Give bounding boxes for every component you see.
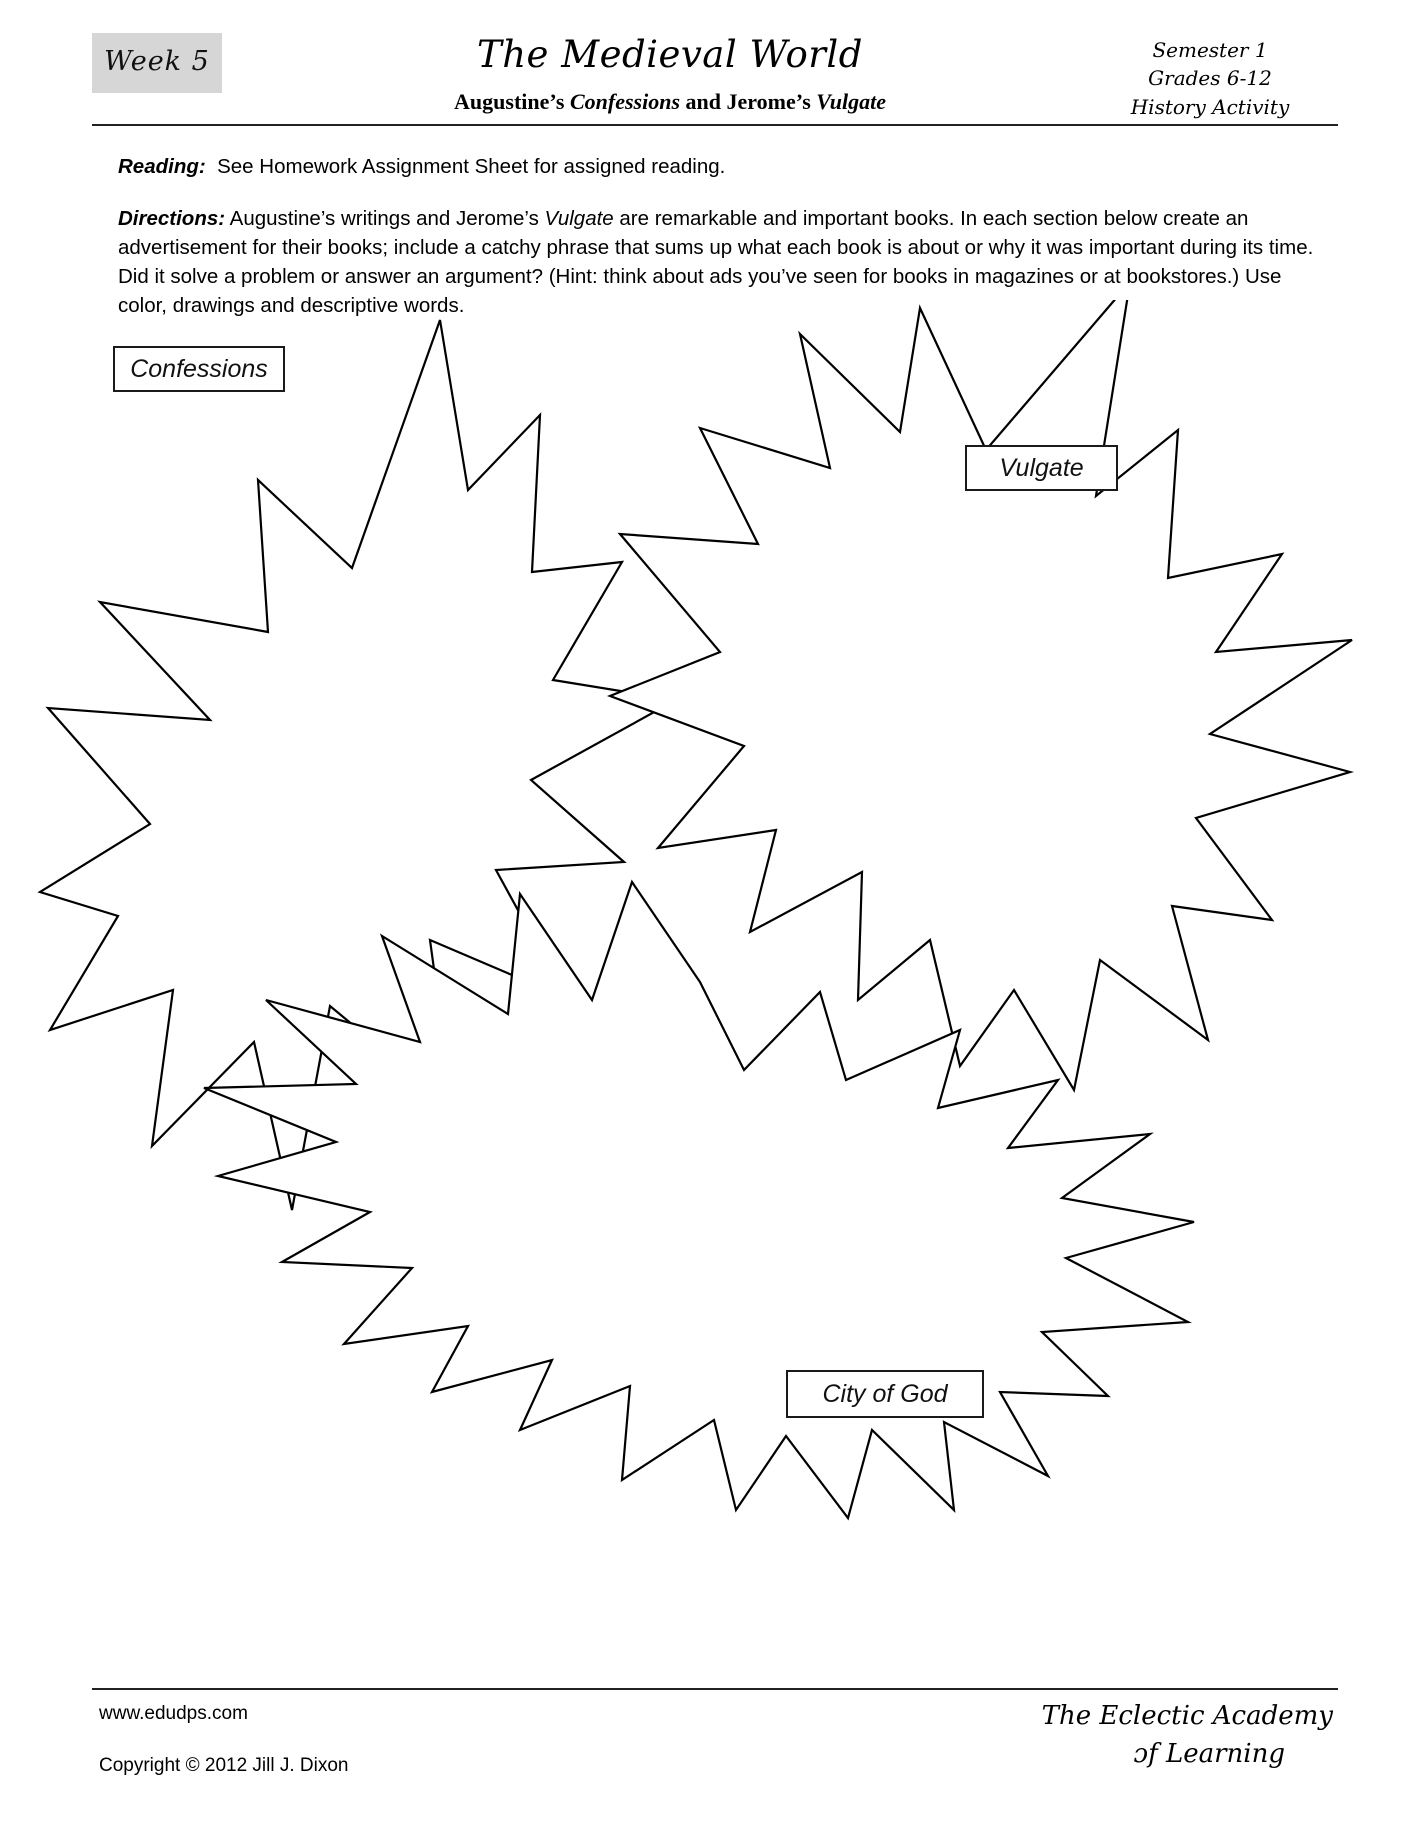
reading-label: Reading:: [118, 155, 206, 178]
subtitle-book-vulgate: Vulgate: [816, 88, 886, 114]
footer-brand-line-1: The Eclectic Academy: [1041, 1701, 1333, 1731]
directions-book-vulgate: Vulgate: [544, 207, 614, 230]
meta-grades: Grades 6-12: [1148, 66, 1272, 91]
meta-activity: History Activity: [1130, 94, 1290, 119]
label-box-vulgate[interactable]: [965, 445, 1118, 491]
footer-website-url[interactable]: www.edudps.com: [99, 1703, 248, 1724]
subtitle-book-confessions: Confessions: [569, 88, 681, 114]
starburst-activity-area: [0, 300, 1428, 1680]
footer-brand: [1042, 1698, 1333, 1773]
header-divider: [92, 124, 1338, 126]
week-badge-label: Week 5: [104, 46, 210, 77]
page-title: The Medieval World: [477, 33, 863, 76]
label-vulgate-text: Vulgate: [999, 453, 1084, 482]
header-meta: [1080, 36, 1340, 121]
directions-part-1: Augustine’s writings and Jerome’s: [225, 207, 545, 230]
page-header: [0, 0, 1428, 148]
title-block: [320, 34, 1020, 115]
label-box-confessions[interactable]: [113, 346, 285, 392]
subtitle-pre: Augustine’s: [454, 88, 570, 114]
week-badge: [92, 33, 222, 93]
page-subtitle: [320, 89, 1020, 115]
directions-part-2: are remarkable and important books. In each section below create an advertisement for their books; include a catchy phrase that sums up what each book is about or why it was important during its time. Did it solve a problem or answer an argument? (Hint: think about ads you’ve seen for books in magazines or at bookstores.) Use color, drawings and descriptive words.: [118, 207, 1314, 317]
footer-divider: [92, 1688, 1338, 1690]
footer-copyright: Copyright © 2012 Jill J. Dixon: [99, 1755, 349, 1776]
subtitle-mid: and Jerome’s: [680, 88, 817, 114]
label-box-city-of-god[interactable]: [786, 1370, 984, 1418]
starburst-vulgate[interactable]: [610, 300, 1352, 1090]
footer-brand-line-2: ɔf Learning: [1133, 1738, 1285, 1769]
meta-semester: Semester 1: [1152, 38, 1268, 62]
reading-text: See Homework Assignment Sheet for assigned reading.: [217, 155, 726, 178]
directions-label: Directions:: [118, 207, 226, 230]
reading-line: [118, 155, 725, 179]
label-city-of-god-text: City of God: [822, 1379, 948, 1408]
label-confessions-text: Confessions: [130, 354, 268, 383]
